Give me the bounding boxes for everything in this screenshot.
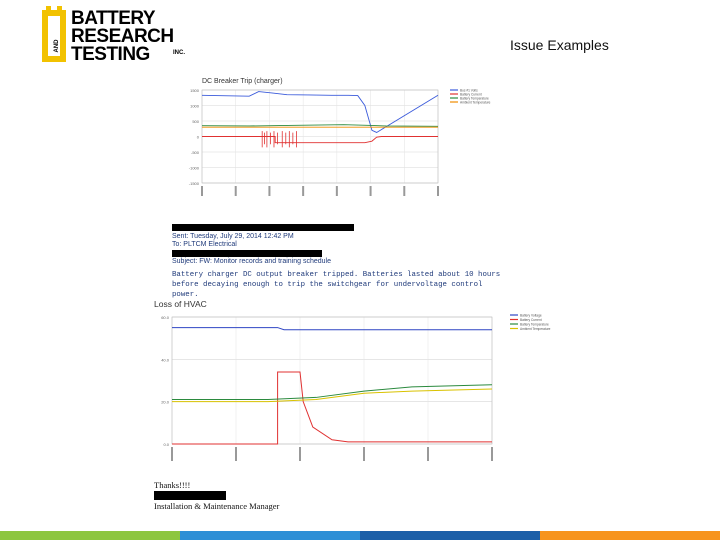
footer-color-bar <box>0 531 720 540</box>
x-tick-label <box>491 447 493 461</box>
x-tick-label <box>235 447 237 461</box>
x-tick-label <box>363 447 365 461</box>
x-tick-label <box>201 186 203 196</box>
legend-label: Battery Current <box>520 318 542 322</box>
x-tick-label <box>299 447 301 461</box>
legend-label: Ambient Temperature <box>520 327 551 331</box>
email-subject: Subject: FW: Monitor records and training schedule <box>172 258 332 265</box>
footer-segment-1 <box>0 531 180 540</box>
x-tick-label <box>302 186 304 196</box>
legend-label: Ambient Temperature <box>460 100 491 105</box>
footer-segment-4 <box>540 531 720 540</box>
chart-loss-of-hvac <box>152 311 551 469</box>
x-tick-label <box>437 186 439 196</box>
y-tick-label: 60.0 <box>161 315 169 320</box>
chart-title: DC Breaker Trip (charger) <box>202 78 283 85</box>
plot-frame <box>172 317 492 444</box>
series-line-battery-voltage <box>172 328 492 330</box>
logo-word-battery: BATTERY <box>71 8 156 29</box>
series-line-battery-current <box>202 137 438 143</box>
chart1-svg <box>170 72 492 208</box>
signature-thanks: Thanks!!!! <box>154 480 191 490</box>
y-tick-label: -500 <box>190 150 199 155</box>
y-tick-label: 0 <box>196 134 199 140</box>
y-tick-label: 0.0 <box>163 442 169 447</box>
x-tick-label <box>336 186 338 196</box>
y-tick-label: 500 <box>192 119 199 124</box>
x-tick-label <box>370 186 372 196</box>
y-tick-label: 1500 <box>190 88 199 93</box>
y-tick-label: -1000 <box>188 165 199 171</box>
chart2-svg <box>152 311 551 469</box>
logo-word-testing: TESTING <box>71 44 150 65</box>
email-signature <box>154 480 279 511</box>
email-message-line1: Battery charger DC output breaker tripped. Batteries lasted about 10 hours <box>172 270 501 279</box>
x-tick-label <box>427 447 429 461</box>
footer-segment-3 <box>360 531 540 540</box>
redacted-cc <box>172 250 322 257</box>
email-sent: Sent: Tuesday, July 29, 2014 12:42 PM <box>172 232 294 240</box>
redacted-name <box>154 491 226 500</box>
email-to: To: PLTCM Electrical <box>172 241 237 248</box>
legend-label: Bus #1 Volts <box>460 88 478 93</box>
footer-segment-2 <box>180 531 360 540</box>
y-tick-label: 40.0 <box>161 357 169 363</box>
x-tick-label <box>268 186 270 196</box>
y-tick-label: 1000 <box>190 103 199 109</box>
legend-label: Battery Temperature <box>520 322 549 327</box>
company-logo <box>40 6 185 66</box>
signature-role: Installation & Maintenance Manager <box>154 501 280 511</box>
x-tick-label <box>171 447 173 461</box>
series-line-battery-temperature <box>202 125 438 127</box>
logo-inc: INC. <box>173 50 185 56</box>
series-line-battery-current <box>172 372 492 444</box>
slide-title: Issue Examples <box>510 37 609 53</box>
legend-label: Battery Temperature <box>460 96 489 101</box>
chart-dc-breaker-trip <box>170 72 492 208</box>
y-tick-label: -1500 <box>188 181 199 186</box>
chart2-title: Loss of HVAC <box>154 299 207 309</box>
legend-label: Battery Voltage <box>520 313 542 318</box>
email-message-line2: before decaying enough to trip the switchgear for undervoltage control power. <box>172 280 483 299</box>
redacted-from <box>172 224 354 231</box>
legend-label: Battery Current <box>460 92 482 97</box>
logo-and-text: AND <box>54 39 60 53</box>
x-tick-label <box>403 186 405 196</box>
y-tick-label: 20.0 <box>161 399 169 405</box>
battery-logo-icon <box>40 6 68 64</box>
x-tick-label <box>235 186 237 196</box>
logo-word-research: RESEARCH <box>71 26 174 47</box>
email-excerpt <box>172 224 512 300</box>
